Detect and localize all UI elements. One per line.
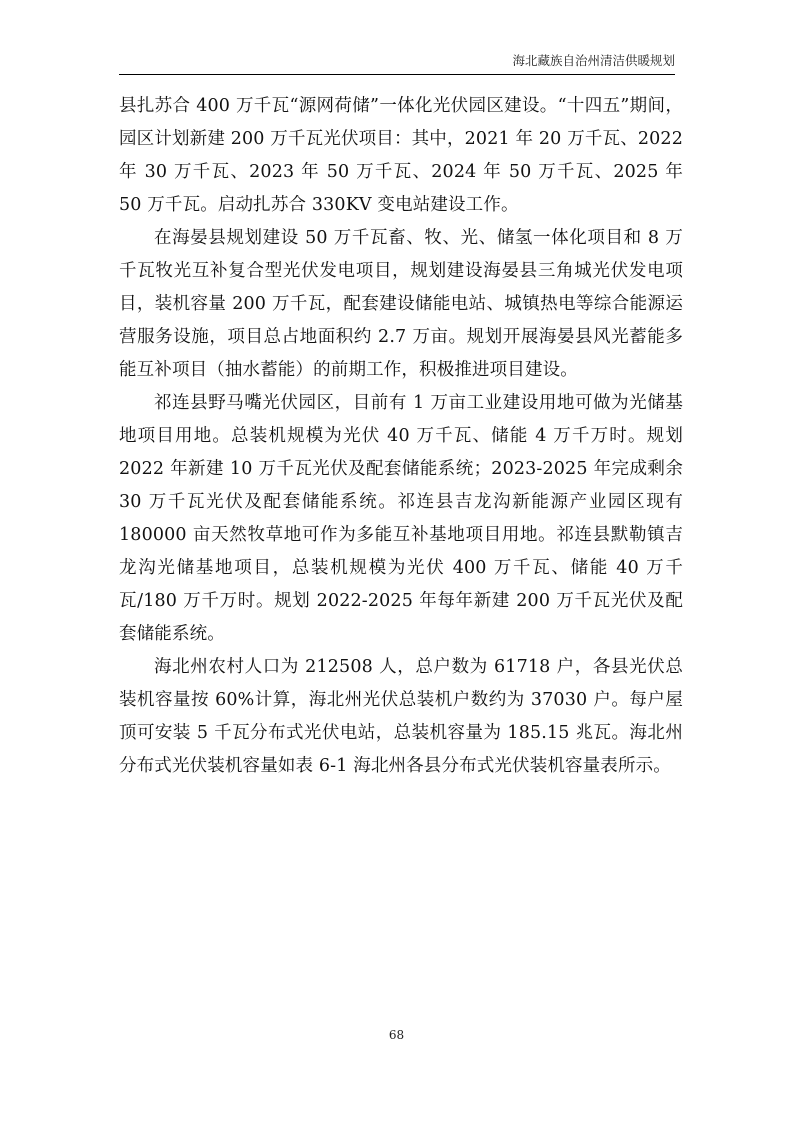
paragraph-continued: 县扎苏合 400 万千瓦“源网荷储”一体化光伏园区建设。“十四五”期间，园区计划新建 200 万千瓦光伏项目：其中，2021 年 20 万千瓦、2022 年 30 万千瓦、2023 年 50 万千瓦、2024 年 50 万千瓦、2025 年 50 万千瓦。启动扎苏合 330KV 变电站建设工作。 (119, 96, 683, 215)
page-number: 68 (388, 1028, 405, 1042)
running-header: 海北藏族自治州清洁供暖规划 (512, 53, 675, 68)
paragraph-distributed-pv: 海北州农村人口为 212508 人，总户数为 61718 户，各县光伏总装机容量按 60%计算，海北州光伏总装机户数约为 37030 户。每户屋顶可安装 5 千瓦分布式光伏电站，总装机容量为 185.15 兆瓦。海北州分布式光伏装机容量如表 6-1 海北州各县分布式光伏装机容量表所示。 (119, 657, 683, 776)
paragraph-qilian: 祁连县野马嘴光伏园区，目前有 1 万亩工业建设用地可做为光储基地项目用地。总装机规模为光伏 40 万千瓦、储能 4 万千万时。规划 2022 年新建 10 万千瓦光伏及配套储能系统；2023-2025 年完成剩余 30 万千瓦光伏及配套储能系统。祁连县吉龙沟新能源产业园区现有 180000 亩天然牧草地可作为多能互补基地项目用地。祁连县默勒镇吉龙沟光储基地项目，总装机规模为光伏 400 万千瓦、储能 40 万千瓦/180 万千万时。规划 2022-2025 年每年新建 200 万千瓦光伏及配套储能系统。 (119, 393, 683, 644)
paragraph-haiyan: 在海晏县规划建设 50 万千瓦畜、牧、光、储氢一体化项目和 8 万千瓦牧光互补复合型光伏发电项目，规划建设海晏县三角城光伏发电项目，装机容量 200 万千瓦，配套建设储能电站、城镇热电等综合能源运营服务设施，项目总占地面积约 2.7 万亩。规划开展海晏县风光蓄能多能互补项目（抽水蓄能）的前期工作，积极推进项目建设。 (119, 228, 683, 380)
document-body (119, 90, 683, 783)
header-rule (119, 74, 675, 75)
